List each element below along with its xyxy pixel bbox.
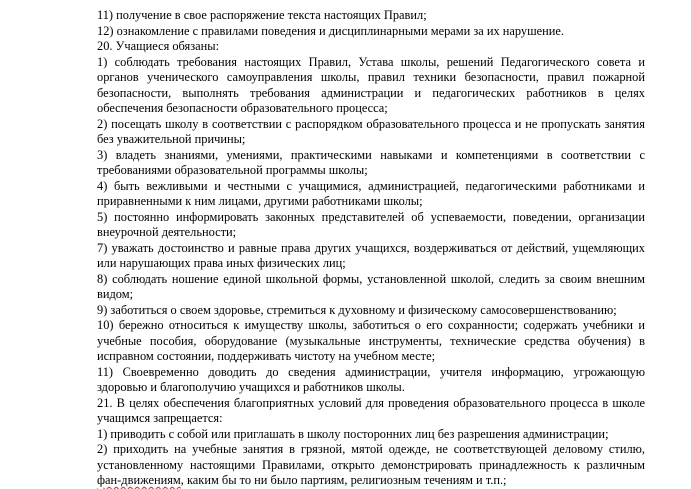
prohibition-2 [97,442,645,489]
prohibition-2-text: 2) приходить на учебные занятия в грязной, мятой одежде, не соответствующей деловому стилю, установленному настоящими Правилами, открыто демонстрировать принадлежность к различным [97,442,645,472]
duty-9: 9) заботиться о своем здоровье, стремиться к духовному и физическому самосовершенствованию; [97,302,617,317]
duty-10: 10) бережно относиться к имуществу школы, заботиться о его сохранности; содержать учебники и учебные пособия, оборудование (музыкальные инструменты, технические средства обучения) в исправном состоянии, поддерживать чистоту на учебном месте; [97,318,645,363]
section-20-heading: 20. Учащиеся обязаны: [97,39,220,53]
prohibition-2-tail: , каким бы то ни было партиям, религиозным течениям и т.п.; [180,473,507,487]
spellcheck-word[interactable]: фан-движениям [97,473,181,487]
document-page [97,8,645,489]
duty-5: 5) постоянно информировать законных представителей об успеваемости, поведении, организации внеурочной деятельности; [97,209,645,239]
duty-4: 4) быть вежливыми и честными с учащимися, администрацией, педагогическими работниками и приравненными к ним лицами, другими работниками школы; [97,178,645,208]
duty-7: 7) уважать достоинство и равные права других учащихся, воздерживаться от действий, ущемляющих или нарушающих права иных физических лиц; [97,240,645,270]
duty-3: 3) владеть знаниями, умениями, практическими навыками и компетенциями в соответствии с требованиями образовательной программы школы; [97,147,645,177]
duty-11: 11) Своевременно доводить до сведения администрации, учителя информацию, угрожающую здоровью и благополучию учащихся и работников школы. [97,364,645,394]
section-21-heading: 21. В целях обеспечения благоприятных условий для проведения образовательного процесса в школе учащимся запрещается: [97,395,645,425]
prohibition-1: 1) приводить с собой или приглашать в школу посторонних лиц без разрешения администрации; [97,426,609,441]
rule-12-text: 12) ознакомление с правилами поведения и дисциплинарными мерами за их нарушение. [97,23,565,38]
duty-2: 2) посещать школу в соответствии с распорядком образовательного процесса и не пропускать занятия без уважительной причины; [97,116,645,146]
duty-1: 1) соблюдать требования настоящих Правил, Устава школы, решений Педагогического совета и органов ученического самоуправления школы, правил техники безопасности, правил пожарной безопасности, выполнять требования администрации и педагогических работников в целях обеспечения безопасности образовательного процесса; [97,54,645,115]
duty-8: 8) соблюдать ношение единой школьной формы, установленной школой, следить за своим внешним видом; [97,271,645,301]
rule-11-text: 11) получение в свое распоряжение текста настоящих Правил; [97,8,427,22]
